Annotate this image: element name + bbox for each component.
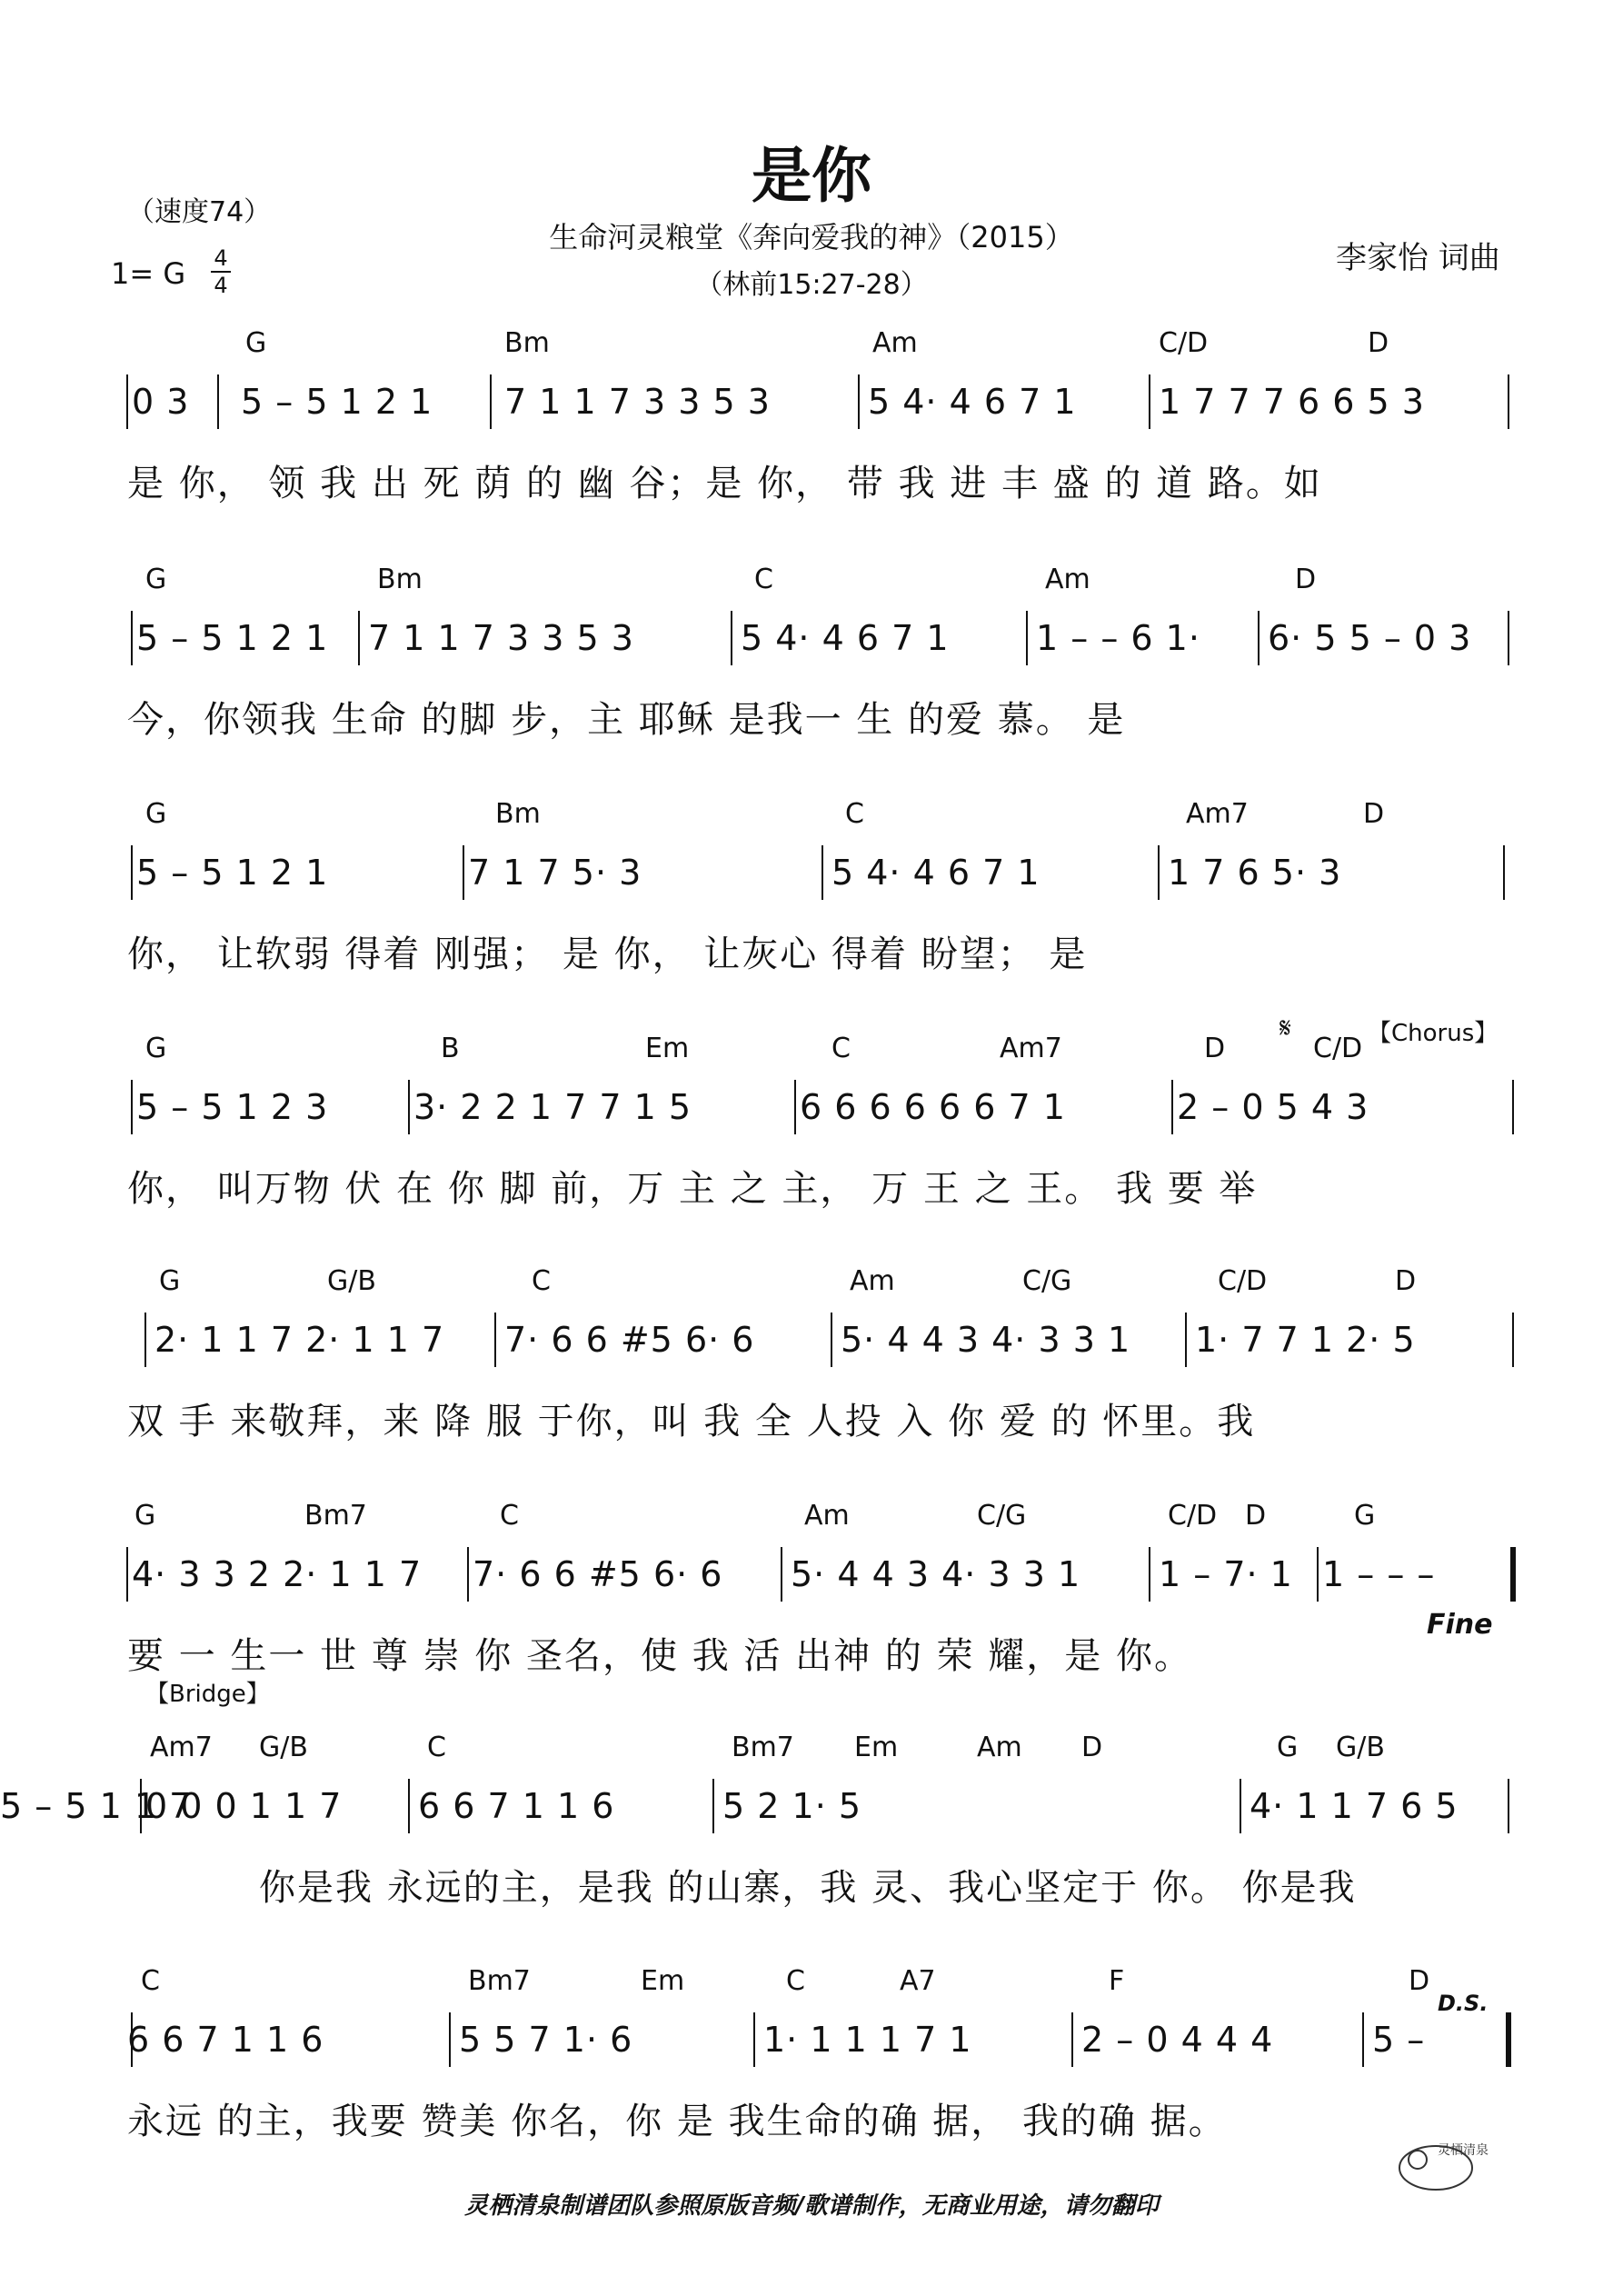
chord-symbol: Am bbox=[977, 1732, 1022, 1763]
measure-notes: 7 1 1 7 3 3 5 3 bbox=[368, 618, 634, 658]
measure-notes: 6· 5 5 – 0 3 bbox=[1268, 618, 1472, 658]
chord-symbol: C bbox=[500, 1500, 519, 1532]
time-signature-top: 4 bbox=[214, 245, 228, 271]
lyric-line: 双 手 来敬拜，来 降 服 于你，叫 我 全 人投 入 你 爱 的 怀里。我 bbox=[127, 1401, 1256, 1442]
chord-symbol: C/D bbox=[1218, 1265, 1268, 1297]
measure-notes: 6 6 7 1 1 6 bbox=[418, 1786, 615, 1826]
measure-notes: 2 – 0 5 4 3 bbox=[1177, 1087, 1369, 1127]
lyric-line: 你是我 永远的主，是我 的山寨，我 灵、我心坚定于 你。 你是我 bbox=[259, 1867, 1357, 1909]
measure-notes: 1 – – 6 1· bbox=[1036, 618, 1200, 658]
chord-symbol: G/B bbox=[327, 1265, 376, 1297]
chord-symbol: Bm bbox=[377, 564, 423, 595]
chord-symbol: G bbox=[145, 564, 167, 595]
chord-symbol: Bm bbox=[504, 327, 550, 359]
measure-notes: 2 – 0 4 4 4 bbox=[1081, 2020, 1274, 2060]
chord-symbol: C bbox=[754, 564, 773, 595]
measure-notes: 5 5 7 1· 6 bbox=[459, 2020, 633, 2060]
lyric-line: 要 一 生一 世 尊 崇 你 圣名，使 我 活 出神 的 荣 耀，是 你。 bbox=[127, 1635, 1193, 1677]
lyric-line: 你， 叫万物 伏 在 你 脚 前，万 主 之 主， 万 王 之 王。 我 要 举 bbox=[127, 1168, 1258, 1210]
chord-symbol: C/G bbox=[977, 1500, 1027, 1532]
measure-notes: 5· 4 4 3 4· 3 3 1 bbox=[841, 1320, 1131, 1360]
lyric-line: 永远 的主，我要 赞美 你名，你 是 我生命的确 据， 我的确 据。 bbox=[127, 2101, 1227, 2142]
measure-notes: 5 – 5 1 2 1 bbox=[241, 382, 433, 422]
chord-symbol: G/B bbox=[259, 1732, 308, 1763]
lyric-line: 是 你， 领 我 出 死 荫 的 幽 谷；是 你， 带 我 进 丰 盛 的 道 路。如 bbox=[127, 463, 1322, 504]
measure-notes: 5 4· 4 6 7 1 bbox=[831, 853, 1041, 893]
measure-notes: 5 4· 4 6 7 1 bbox=[741, 618, 950, 658]
section-label: 【Chorus】 bbox=[1368, 1020, 1499, 1047]
measure-notes: 4· 3 3 2 2· 1 1 7 bbox=[132, 1554, 423, 1594]
chord-symbol: D bbox=[1295, 564, 1317, 595]
chord-symbol: D bbox=[1395, 1265, 1417, 1297]
measure-notes: 5· 4 4 3 4· 3 3 1 bbox=[791, 1554, 1081, 1594]
segno-sign: 𝄋 bbox=[1279, 1013, 1291, 1044]
chord-symbol: C bbox=[141, 1965, 160, 1997]
chord-symbol: D bbox=[1368, 327, 1389, 359]
chord-symbol: Am7 bbox=[1000, 1033, 1062, 1064]
measure-notes: 5 4· 4 6 7 1 bbox=[868, 382, 1077, 422]
chord-symbol: G bbox=[159, 1265, 181, 1297]
lyric-line: 你， 让软弱 得着 刚强； 是 你， 让灰心 得着 盼望； 是 bbox=[127, 933, 1088, 975]
measure-notes: 1· 7 7 1 2· 5 bbox=[1195, 1320, 1416, 1360]
measure-notes: 4· 1 1 7 6 5 bbox=[1250, 1786, 1459, 1826]
chord-symbol: Em bbox=[645, 1033, 690, 1064]
section-label: 【Bridge】 bbox=[145, 1681, 270, 1708]
album-subtitle: 生命河灵粮堂《奔向爱我的神》（2015） bbox=[549, 220, 1074, 255]
chord-symbol: C bbox=[845, 798, 864, 830]
chord-symbol: G bbox=[145, 1033, 167, 1064]
logo-text: 灵栖清泉 bbox=[1438, 2143, 1489, 2158]
chord-symbol: Em bbox=[854, 1732, 899, 1763]
tempo-marking: （速度74） bbox=[127, 196, 272, 228]
chord-symbol: C bbox=[532, 1265, 551, 1297]
chord-symbol: Am7 bbox=[150, 1732, 213, 1763]
lamb-logo bbox=[1381, 2118, 1490, 2203]
measure-notes: 7 1 1 7 3 3 5 3 bbox=[504, 382, 771, 422]
chord-symbol: F bbox=[1109, 1965, 1125, 1997]
chord-symbol: C/D bbox=[1159, 327, 1209, 359]
measure-notes: 1· 1 1 1 7 1 bbox=[763, 2020, 972, 2060]
scripture-reference: （林前15:27-28） bbox=[695, 269, 928, 301]
chord-symbol: D bbox=[1409, 1965, 1430, 1997]
chord-symbol: G bbox=[1354, 1500, 1376, 1532]
measure-notes: 1 – – – bbox=[1322, 1554, 1436, 1594]
measure-notes: 0 3 bbox=[132, 382, 190, 422]
chord-symbol: C bbox=[786, 1965, 805, 1997]
measure-notes: 5 – bbox=[1372, 2020, 1426, 2060]
measure-notes: 5 – 5 1 2 1 bbox=[136, 618, 329, 658]
chord-symbol: D bbox=[1363, 798, 1385, 830]
measure-notes: 2· 1 1 7 2· 1 1 7 bbox=[154, 1320, 445, 1360]
chord-symbol: D bbox=[1245, 1500, 1267, 1532]
chord-symbol: A7 bbox=[900, 1965, 936, 1997]
measure-notes: 7· 6 6 #5 6· 6 bbox=[473, 1554, 723, 1594]
chord-symbol: C bbox=[427, 1732, 446, 1763]
measure-notes: 3· 2 2 1 7 7 1 5 bbox=[413, 1087, 692, 1127]
measure-notes: 0 0 0 1 1 7 bbox=[145, 1786, 343, 1826]
fine-marking: Fine bbox=[1427, 1609, 1493, 1641]
chord-symbol: Bm7 bbox=[304, 1500, 367, 1532]
chord-symbol: B bbox=[441, 1033, 460, 1064]
chord-symbol: G bbox=[145, 798, 167, 830]
chord-symbol: D bbox=[1204, 1033, 1226, 1064]
chord-symbol: G/B bbox=[1336, 1732, 1385, 1763]
chord-symbol: G bbox=[134, 1500, 156, 1532]
chord-symbol: Am bbox=[804, 1500, 850, 1532]
measure-notes: 1 – 7· 1 bbox=[1159, 1554, 1293, 1594]
chord-symbol: C/G bbox=[1022, 1265, 1072, 1297]
measure-notes: 6 6 7 1 1 6 bbox=[127, 2020, 324, 2060]
measure-notes: 5 2 1· 5 bbox=[722, 1786, 862, 1826]
lyric-line: 今，你领我 生命 的脚 步，主 耶稣 是我一 生 的爱 慕。 是 bbox=[127, 699, 1126, 741]
measure-notes: 5 – 5 1 1 7 bbox=[0, 1786, 193, 1826]
measure-notes: 5 – 5 1 2 3 bbox=[136, 1087, 329, 1127]
chord-symbol: Bm bbox=[495, 798, 541, 830]
chord-symbol: Am bbox=[1045, 564, 1090, 595]
measure-notes: 6 6 6 6 6 6 7 1 bbox=[800, 1087, 1066, 1127]
measure-notes: 5 – 5 1 2 1 bbox=[136, 853, 329, 893]
measure-notes: 1 7 7 7 6 6 5 3 bbox=[1159, 382, 1425, 422]
song-title: 是你 bbox=[752, 141, 871, 211]
chord-symbol: Bm7 bbox=[468, 1965, 531, 1997]
chord-symbol: D bbox=[1081, 1732, 1103, 1763]
chord-symbol: Bm7 bbox=[732, 1732, 794, 1763]
key-signature: 1= G bbox=[111, 256, 186, 291]
chord-symbol: Em bbox=[641, 1965, 685, 1997]
chord-symbol: G bbox=[1277, 1732, 1299, 1763]
chord-symbol: C bbox=[831, 1033, 851, 1064]
time-signature-bottom: 4 bbox=[214, 273, 228, 298]
measure-notes: 7· 6 6 #5 6· 6 bbox=[504, 1320, 755, 1360]
footer-notice: 灵栖清泉制谱团队参照原版音频/歌谱制作，无商业用途，请勿翻印 bbox=[464, 2192, 1159, 2220]
measure-notes: 7 1 7 5· 3 bbox=[468, 853, 642, 893]
chord-symbol: C/D bbox=[1313, 1033, 1363, 1064]
composer-credit: 李家怡 词曲 bbox=[1336, 240, 1500, 276]
measure-notes: 1 7 6 5· 3 bbox=[1168, 853, 1342, 893]
chord-symbol: Am7 bbox=[1186, 798, 1249, 830]
chord-symbol: Am bbox=[872, 327, 918, 359]
chord-symbol: C/D bbox=[1168, 1500, 1218, 1532]
chord-symbol: Am bbox=[850, 1265, 895, 1297]
ds-marking: D.S. bbox=[1438, 1991, 1489, 2016]
chord-symbol: G bbox=[245, 327, 267, 359]
